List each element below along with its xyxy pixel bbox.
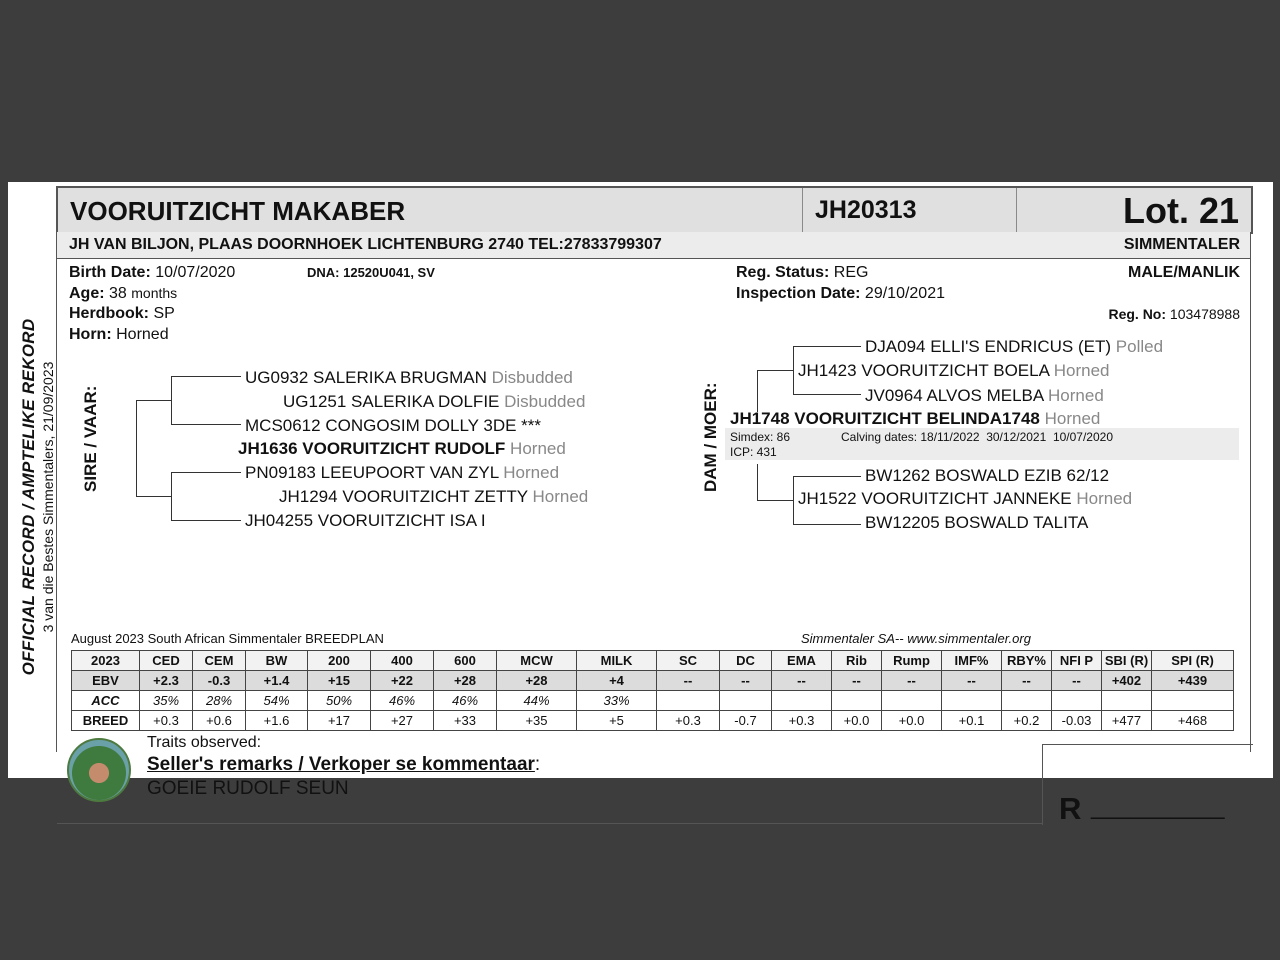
birth-date: Birth Date: 10/07/2020 — [69, 264, 236, 281]
sire-sire: UG1251 SALERIKA DOLFIE Disbudded — [283, 392, 586, 411]
lot-card — [56, 186, 1251, 826]
ebv-cell: DC — [720, 651, 772, 671]
ebv-cell: -- — [772, 671, 832, 691]
ebv-cell — [772, 691, 832, 711]
ebv-cell — [1152, 691, 1234, 711]
ebv-cell: -0.3 — [193, 671, 246, 691]
traits-observed: Traits observed: — [147, 734, 262, 751]
ebv-cell: BW — [246, 651, 308, 671]
ebv-cell: IMF% — [942, 651, 1002, 671]
ebv-cell: +0.1 — [942, 711, 1002, 731]
ebv-cell: ACC — [72, 691, 140, 711]
title-bar — [56, 186, 1253, 234]
ebv-cell: +0.2 — [1002, 711, 1052, 731]
owner-bar — [56, 232, 1251, 259]
ebv-cell: +0.3 — [657, 711, 720, 731]
calving-dates: Calving dates: 18/11/2022 30/12/2021 10/07/2020 — [841, 430, 1113, 444]
ebv-cell: -- — [882, 671, 942, 691]
ebv-cell: +15 — [308, 671, 371, 691]
ebv-cell: MILK — [577, 651, 657, 671]
ebv-cell — [942, 691, 1002, 711]
dam-sire-sire: DJA094 ELLI'S ENDRICUS (ET) Polled — [865, 337, 1164, 356]
ebv-cell: +0.3 — [140, 711, 193, 731]
ebv-cell: +35 — [497, 711, 577, 731]
ebv-cell — [882, 691, 942, 711]
price-blank: __________ — [1091, 793, 1225, 820]
dam-performance-box — [725, 428, 1239, 460]
simmentaler-logo-icon — [67, 738, 131, 802]
ebv-cell: 28% — [193, 691, 246, 711]
acc-row — [72, 691, 1234, 711]
ebv-cell: -- — [720, 671, 772, 691]
ebv-cell: +1.6 — [246, 711, 308, 731]
ebv-cell: RBY% — [1002, 651, 1052, 671]
ebv-cell: +0.0 — [882, 711, 942, 731]
ebv-cell — [1002, 691, 1052, 711]
sire-dam-dam: JH04255 VOORUITZICHT ISA I — [245, 511, 486, 530]
ebv-cell: SBI (R) — [1102, 651, 1152, 671]
horn-status: Horn: Horned — [69, 326, 169, 343]
ebv-cell: Rump — [882, 651, 942, 671]
herdbook: Herdbook: SP — [69, 305, 175, 322]
ebv-cell: +402 — [1102, 671, 1152, 691]
ebv-cell — [657, 691, 720, 711]
ebv-cell — [1052, 691, 1102, 711]
ebv-cell: SPI (R) — [1152, 651, 1234, 671]
icp: ICP: 431 — [730, 445, 777, 459]
reg-number: Reg. No: 103478988 — [1108, 306, 1240, 322]
sex: MALE/MANLIK — [1128, 264, 1240, 281]
ebv-cell: 46% — [434, 691, 497, 711]
owner-line: JH VAN BILJON, PLAAS DOORNHOEK LICHTENBURG 2740 TEL:27833799307 — [69, 236, 662, 253]
ebv-cell: NFI P — [1052, 651, 1102, 671]
ebv-cell — [832, 691, 882, 711]
ebv-cell: +33 — [434, 711, 497, 731]
breed-row — [72, 711, 1234, 731]
ebv-cell — [720, 691, 772, 711]
ebv-cell: BREED — [72, 711, 140, 731]
sire-dam: JH1294 VOORUITZICHT ZETTY Horned — [279, 487, 589, 506]
ebv-cell: CEM — [193, 651, 246, 671]
ebv-cell: +2.3 — [140, 671, 193, 691]
ebv-cell: +468 — [1152, 711, 1234, 731]
official-record-subtitle: 3 van die Bestes Simmentalers, 21/09/2023 — [40, 361, 56, 633]
ebv-cell: -- — [1052, 671, 1102, 691]
breedplan-website: Simmentaler SA-- www.simmentaler.org — [801, 631, 1031, 646]
reg-status: Reg. Status: REG — [736, 264, 869, 281]
dam-dam-sire: BW1262 BOSWALD EZIB 62/12 — [865, 466, 1110, 485]
dam-label: DAM / MOER: — [701, 382, 720, 492]
ebv-table — [71, 650, 1234, 731]
seller-remarks-text: GOEIE RUDOLF SEUN — [147, 778, 349, 799]
official-record-title: OFFICIAL RECORD / AMPTELIKE REKORD — [19, 318, 38, 676]
ebv-cell: CED — [140, 651, 193, 671]
bottom-border — [57, 823, 1042, 824]
breed-name: SIMMENTALER — [1123, 236, 1240, 253]
seller-remarks-heading: Seller's remarks / Verkoper se kommentaar: — [147, 754, 541, 775]
ebv-cell: -- — [832, 671, 882, 691]
ebv-cell: 33% — [577, 691, 657, 711]
price-currency: R — [1059, 791, 1082, 826]
inspection-date: Inspection Date: 29/10/2021 — [736, 285, 945, 302]
ebv-cell: 35% — [140, 691, 193, 711]
ebv-cell: SC — [657, 651, 720, 671]
price-box — [1042, 744, 1253, 825]
remarks-section — [147, 734, 540, 800]
ebv-cell: +28 — [434, 671, 497, 691]
ebv-cell: +439 — [1152, 671, 1234, 691]
ebv-cell: +0.6 — [193, 711, 246, 731]
dam-sire-dam: JV0964 ALVOS MELBA Horned — [865, 386, 1104, 405]
ebv-cell: 46% — [371, 691, 434, 711]
ebv-header-row — [72, 651, 1234, 671]
dam-dam-dam: BW12205 BOSWALD TALITA — [865, 513, 1089, 532]
animal-id: JH20313 — [815, 196, 917, 224]
dam-sire: JH1423 VOORUITZICHT BOELA Horned — [798, 361, 1110, 380]
dam-dam: JH1522 VOORUITZICHT JANNEKE Horned — [798, 489, 1133, 508]
ebv-cell: 200 — [308, 651, 371, 671]
ebv-cell: 54% — [246, 691, 308, 711]
sire-sire-dam: MCS0612 CONGOSIM DOLLY 3DE *** — [245, 416, 542, 435]
ebv-cell: 600 — [434, 651, 497, 671]
ebv-cell — [1102, 691, 1152, 711]
catalogue-sheet — [8, 182, 1273, 826]
ebv-cell: +5 — [577, 711, 657, 731]
card-body — [56, 258, 1251, 826]
ebv-cell: -0.03 — [1052, 711, 1102, 731]
ebv-cell: +27 — [371, 711, 434, 731]
ebv-row — [72, 671, 1234, 691]
ebv-cell: -- — [1002, 671, 1052, 691]
ebv-cell: +0.0 — [832, 711, 882, 731]
sire-sire-sire: UG0932 SALERIKA BRUGMAN Disbudded — [245, 368, 573, 387]
ebv-cell: 400 — [371, 651, 434, 671]
ebv-cell: +17 — [308, 711, 371, 731]
ebv-cell: Rib — [832, 651, 882, 671]
dam-name: JH1748 VOORUITZICHT BELINDA1748 Horned — [730, 409, 1101, 428]
ebv-cell: 2023 — [72, 651, 140, 671]
ebv-cell: EBV — [72, 671, 140, 691]
ebv-cell: MCW — [497, 651, 577, 671]
animal-name: VOORUITZICHT MAKABER — [70, 196, 406, 226]
ebv-cell: 50% — [308, 691, 371, 711]
ebv-cell: -- — [942, 671, 1002, 691]
ebv-cell: +0.3 — [772, 711, 832, 731]
ebv-cell: -0.7 — [720, 711, 772, 731]
simdex: Simdex: 86 — [730, 430, 791, 444]
dna-info: DNA: 12520U041, SV — [307, 265, 435, 280]
ebv-cell: -- — [657, 671, 720, 691]
sire-dam-sire: PN09183 LEEUPOORT VAN ZYL Horned — [245, 463, 560, 482]
breedplan-caption: August 2023 South African Simmentaler BREEDPLAN — [71, 631, 384, 646]
ebv-cell: +1.4 — [246, 671, 308, 691]
ebv-cell: +477 — [1102, 711, 1152, 731]
ebv-cell: +4 — [577, 671, 657, 691]
ebv-cell: EMA — [772, 651, 832, 671]
age: Age: 38 months — [69, 285, 178, 302]
sire-label: SIRE / VAAR: — [81, 385, 100, 492]
lot-number: Lot. 21 — [1122, 190, 1239, 231]
sire-name: JH1636 VOORUITZICHT RUDOLF Horned — [238, 439, 566, 458]
ebv-cell: +28 — [497, 671, 577, 691]
ebv-cell: +22 — [371, 671, 434, 691]
ebv-cell: 44% — [497, 691, 577, 711]
